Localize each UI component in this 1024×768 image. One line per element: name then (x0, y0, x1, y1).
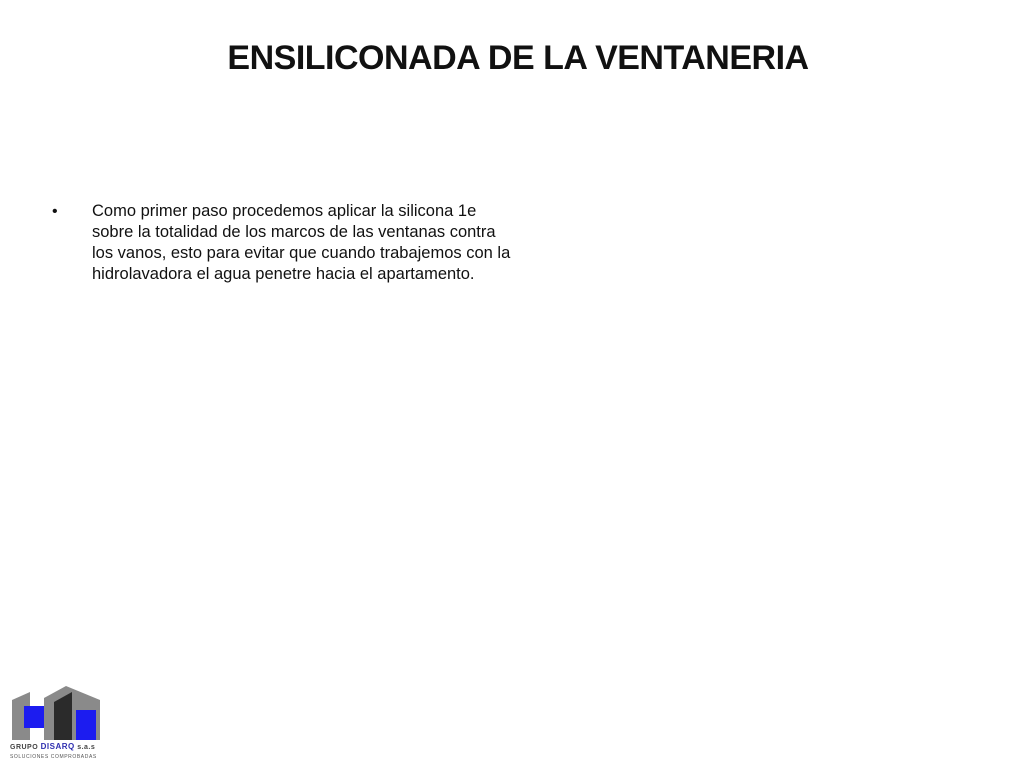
slide-title: ENSILICONADA DE LA VENTANERIA (227, 39, 809, 77)
building-logo-icon (8, 682, 108, 740)
logo-company-name (10, 742, 110, 751)
logo-blue-block-right (76, 710, 96, 740)
bullet-item (52, 201, 512, 285)
company-logo (8, 682, 108, 766)
logo-name-suffix: s.a.s (77, 744, 96, 751)
bullet-list (52, 201, 512, 285)
logo-name-brand: DISARQ (40, 742, 75, 751)
bullet-text: Como primer paso procedemos aplicar la silicona 1e sobre la totalidad de los marcos de las ventanas contra los vanos, esto para evitar que cuando trabajemos con la hidrolavadora el agua penetre hacia el apartamento. (92, 202, 511, 283)
logo-blue-block-left (24, 706, 46, 728)
logo-tagline: SOLUCIONES COMPROBADAS (10, 754, 97, 760)
logo-name-prefix: GRUPO (10, 744, 39, 751)
bullet-icon: • (52, 203, 58, 220)
